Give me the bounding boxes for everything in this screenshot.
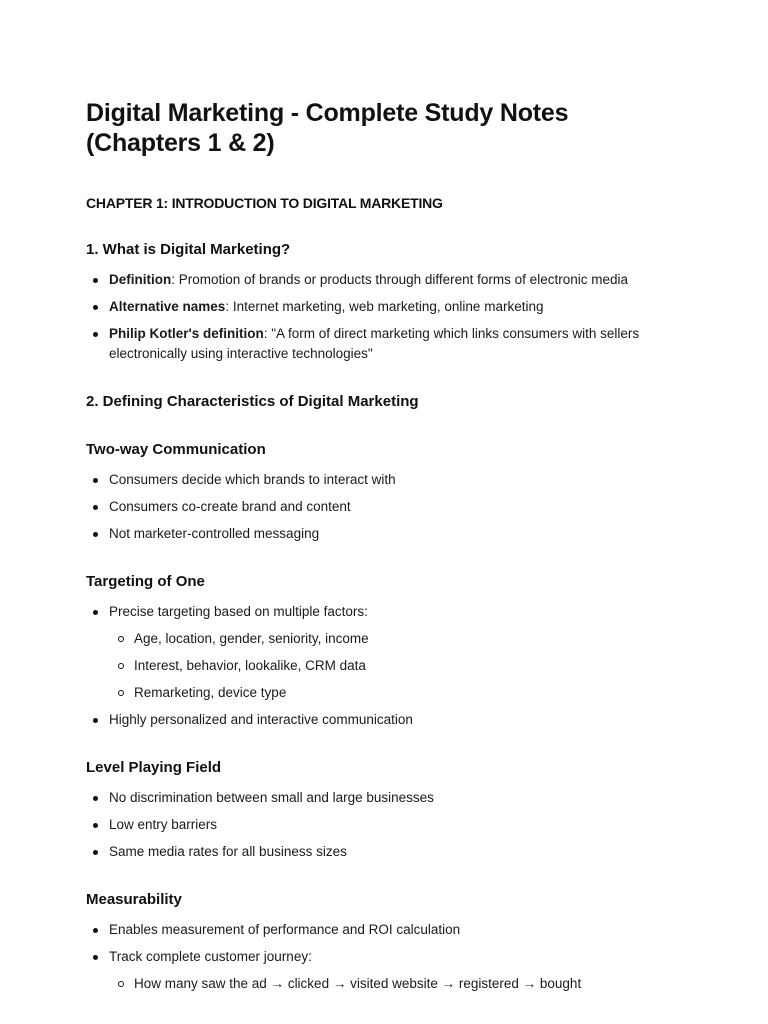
subsection-heading-level-playing-field: Level Playing Field [86,759,222,776]
subsection-heading-measurability: Measurability [86,891,182,908]
term-text: : Promotion of brands or products through different forms of electronic media [171,272,628,287]
list-item: Not marketer-controlled messaging [109,524,682,544]
two-way-list [86,470,682,544]
list-item [109,947,682,994]
list-item: Same media rates for all business sizes [109,842,682,862]
targeting-sublist [109,629,682,703]
list-item: Consumers co-create brand and content [109,497,682,517]
section-heading-characteristics: 2. Defining Characteristics of Digital Marketing [86,393,419,410]
section-heading-what-is: 1. What is Digital Marketing? [86,241,291,258]
list-item: No discrimination between small and large businesses [109,788,682,808]
page-title: Digital Marketing - Complete Study Notes (Chapters 1 & 2) [86,99,569,157]
list-item: Consumers decide which brands to interact with [109,470,682,490]
definition-list [86,270,682,364]
term-label: Philip Kotler's definition [109,326,264,341]
list-item [109,297,682,317]
list-item: Enables measurement of performance and ROI calculation [109,920,682,940]
list-item [109,602,682,703]
term-label: Alternative names [109,299,226,314]
term-text: : "A form of direct marketing which links consumers with sellers electronically using interactive technologies" [109,326,640,361]
targeting-list [86,602,682,730]
list-item-text: Track complete customer journey: [109,949,312,964]
chapter-heading: CHAPTER 1: INTRODUCTION TO DIGITAL MARKETING [86,195,443,211]
list-item-text: Precise targeting based on multiple factors: [109,604,368,619]
list-item [109,270,682,290]
level-list [86,788,682,862]
sub-list-item: Age, location, gender, seniority, income [134,629,682,649]
subsection-heading-targeting: Targeting of One [86,573,205,590]
sub-list-item: Interest, behavior, lookalike, CRM data [134,656,682,676]
list-item: Low entry barriers [109,815,682,835]
list-item: Highly personalized and interactive communication [109,710,682,730]
measurability-list [86,920,682,994]
list-item [109,324,682,364]
sub-list-item: How many saw the ad → clicked → visited website → registered → bought [134,974,682,994]
term-label: Definition [109,272,172,287]
measurability-sublist [109,974,682,994]
term-text: : Internet marketing, web marketing, online marketing [225,299,544,314]
subsection-heading-two-way: Two-way Communication [86,441,266,458]
sub-list-item: Remarketing, device type [134,683,682,703]
